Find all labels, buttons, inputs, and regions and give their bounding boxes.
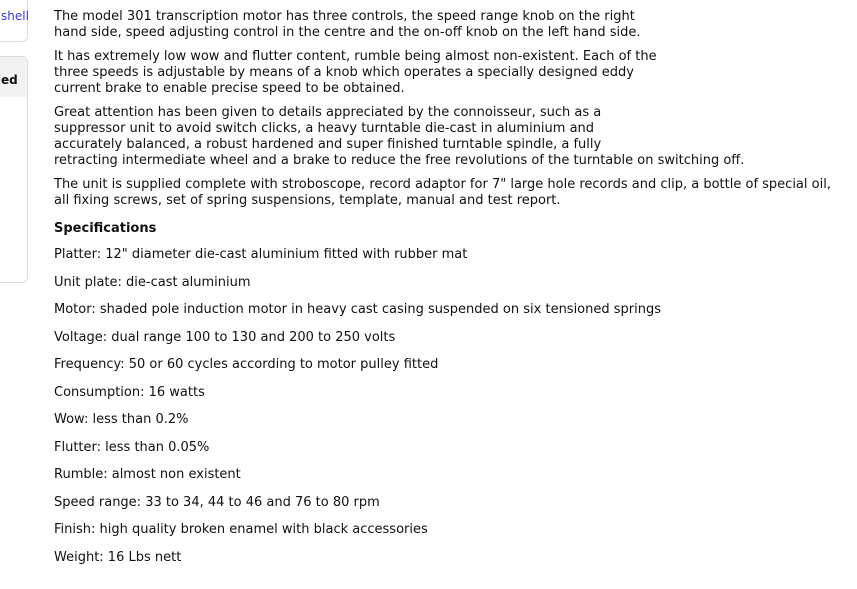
spec-weight: Weight: 16 Lbs nett	[54, 549, 182, 565]
spec-rumble: Rumble: almost non existent	[54, 467, 241, 482]
spec-frequency: Frequency: 50 or 60 cycles according to motor pulley fitted	[54, 357, 439, 372]
specifications-heading: Specifications	[54, 221, 157, 236]
spec-wow: Wow: less than 0.2%	[54, 412, 189, 427]
spec-platter: Platter: 12" diameter die-cast aluminium fitted with rubber mat	[54, 247, 468, 262]
description-paragraph-1: The model 301 transcription motor has three controls, the speed range knob on the right hand side, speed adjusting control in the centre and the on-off knob on the left hand side.	[54, 9, 641, 40]
sidebar-card-top	[0, 0, 28, 42]
spec-unit-plate: Unit plate: die-cast aluminium	[54, 274, 251, 290]
description-paragraph-4: The unit is supplied complete with stroboscope, record adaptor for 7" large hole records and clip, a bottle of special oil, all fixing screws, set of spring suspensions, template, manual and test report.	[54, 177, 831, 208]
spec-consumption: Consumption: 16 watts	[54, 384, 205, 400]
sidebar-card-bottom	[0, 56, 28, 283]
spec-motor: Motor: shaded pole induction motor in heavy cast casing suspended on six tensioned springs	[54, 302, 662, 317]
spec-flutter: Flutter: less than 0.05%	[54, 439, 210, 455]
product-description	[54, 9, 854, 577]
sidebar-link-shell[interactable]: shell	[1, 9, 29, 23]
description-paragraph-3: Great attention has been given to details appreciated by the connoisseur, such as a suppressor unit to avoid switch clicks, a heavy turntable die-cast in aluminium and accurately balanced, a robust hardened and super finished turntable spindle, a fully retracting intermediate wheel and a brake to reduce the free revolutions of the turntable on switching off.	[54, 105, 745, 168]
spec-speed-range: Speed range: 33 to 34, 44 to 46 and 76 to 80 rpm	[54, 494, 380, 510]
sidebar-card-label: ed	[1, 73, 18, 87]
spec-voltage: Voltage: dual range 100 to 130 and 200 to 250 volts	[54, 329, 396, 345]
description-paragraph-2: It has extremely low wow and flutter content, rumble being almost non-existent. Each of the three speeds is adjustable by means of a knob which operates a specially designed eddy current brake to enable precise speed to be obtained.	[54, 49, 657, 96]
specifications-list	[54, 247, 854, 577]
spec-finish: Finish: high quality broken enamel with black accessories	[54, 522, 428, 537]
